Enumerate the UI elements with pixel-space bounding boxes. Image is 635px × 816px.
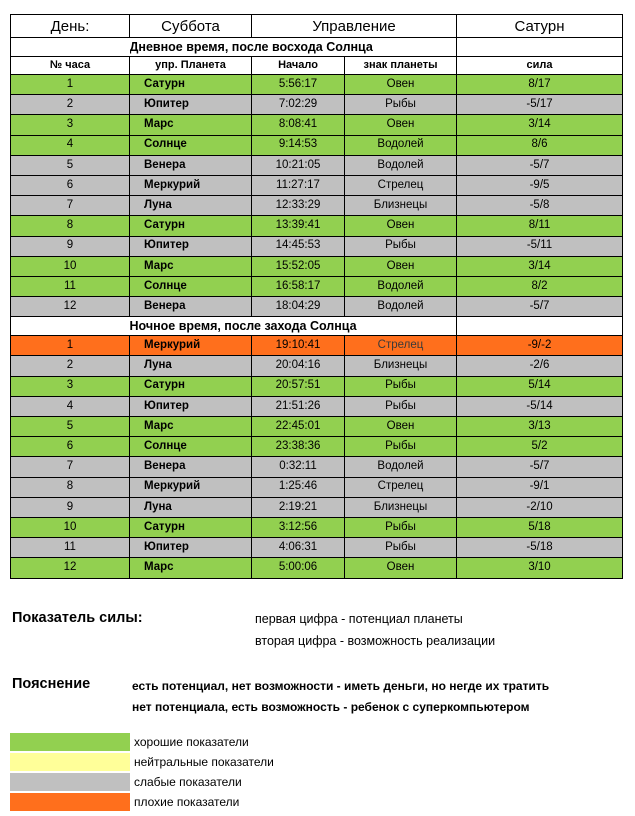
- planet-sign: Рыбы: [345, 538, 457, 558]
- night-hour-row: [11, 517, 623, 537]
- power-value: 8/17: [457, 75, 623, 95]
- day-hour-row: [11, 216, 623, 236]
- rule-label: Управление: [252, 15, 457, 38]
- power-value: -2/10: [457, 497, 623, 517]
- legend-label: плохие показатели: [134, 795, 240, 809]
- start-time: 14:45:53: [252, 236, 345, 256]
- planet-sign: Овен: [345, 216, 457, 236]
- power-value: -9/-2: [457, 336, 623, 356]
- hour-number: 8: [11, 216, 130, 236]
- power-value: -5/14: [457, 396, 623, 416]
- planet-sign: Водолей: [345, 155, 457, 175]
- ruling-planet: Марс: [130, 115, 252, 135]
- ruling-planet: Венера: [130, 457, 252, 477]
- start-time: 22:45:01: [252, 417, 345, 437]
- night-hour-row: [11, 558, 623, 578]
- power-value: 8/6: [457, 135, 623, 155]
- planet-sign: Овен: [345, 417, 457, 437]
- ruling-planet: Венера: [130, 155, 252, 175]
- power-indicator-line1: первая цифра - потенциал планеты: [255, 612, 463, 626]
- night-hour-row: [11, 417, 623, 437]
- start-time: 15:52:05: [252, 256, 345, 276]
- power-value: 3/10: [457, 558, 623, 578]
- col-power: сила: [457, 57, 623, 75]
- planet-sign: Рыбы: [345, 95, 457, 115]
- day-hour-row: [11, 236, 623, 256]
- ruling-planet: Марс: [130, 256, 252, 276]
- hour-number: 6: [11, 437, 130, 457]
- col-planet: упр. Планета: [130, 57, 252, 75]
- hour-number: 2: [11, 356, 130, 376]
- legend-swatch: [10, 753, 130, 771]
- night-hour-row: [11, 457, 623, 477]
- explanation-line1: есть потенциал, нет возможности - иметь деньги, но негде их тратить: [132, 679, 550, 693]
- night-hour-row: [11, 376, 623, 396]
- col-start: Начало: [252, 57, 345, 75]
- start-time: 4:06:31: [252, 538, 345, 558]
- night-hour-row: [11, 477, 623, 497]
- planet-sign: Водолей: [345, 276, 457, 296]
- start-time: 21:51:26: [252, 396, 345, 416]
- power-value: 3/13: [457, 417, 623, 437]
- legend-swatch: [10, 733, 130, 751]
- start-time: 23:38:36: [252, 437, 345, 457]
- power-value: 5/18: [457, 517, 623, 537]
- legend-swatch: [10, 773, 130, 791]
- planet-sign: Водолей: [345, 297, 457, 317]
- hour-number: 3: [11, 376, 130, 396]
- planet-sign: Рыбы: [345, 517, 457, 537]
- ruling-planet: Марс: [130, 558, 252, 578]
- power-value: -5/7: [457, 155, 623, 175]
- day-value: Суббота: [130, 15, 252, 38]
- power-value: 8/11: [457, 216, 623, 236]
- hour-number: 12: [11, 558, 130, 578]
- day-hour-row: [11, 75, 623, 95]
- power-value: 3/14: [457, 256, 623, 276]
- day-hour-row: [11, 196, 623, 216]
- hour-number: 10: [11, 517, 130, 537]
- hour-number: 4: [11, 135, 130, 155]
- start-time: 9:14:53: [252, 135, 345, 155]
- start-time: 12:33:29: [252, 196, 345, 216]
- start-time: 10:21:05: [252, 155, 345, 175]
- ruler-value: Сатурн: [457, 15, 623, 38]
- ruling-planet: Сатурн: [130, 216, 252, 236]
- start-time: 0:32:11: [252, 457, 345, 477]
- planet-sign: Стрелец: [345, 477, 457, 497]
- planet-sign: Овен: [345, 558, 457, 578]
- legend-label: слабые показатели: [134, 775, 242, 789]
- planet-sign: Рыбы: [345, 396, 457, 416]
- start-time: 19:10:41: [252, 336, 345, 356]
- col-sign: знак планеты: [345, 57, 457, 75]
- start-time: 2:19:21: [252, 497, 345, 517]
- ruling-planet: Юпитер: [130, 396, 252, 416]
- start-time: 11:27:17: [252, 175, 345, 195]
- power-value: -2/6: [457, 356, 623, 376]
- hour-number: 5: [11, 417, 130, 437]
- day-hour-row: [11, 256, 623, 276]
- ruling-planet: Венера: [130, 297, 252, 317]
- ruling-planet: Юпитер: [130, 538, 252, 558]
- ruling-planet: Меркурий: [130, 477, 252, 497]
- power-indicator-line2: вторая цифра - возможность реализации: [255, 634, 496, 648]
- start-time: 3:12:56: [252, 517, 345, 537]
- night-hour-row: [11, 538, 623, 558]
- planet-sign: Стрелец: [345, 336, 457, 356]
- hour-number: 7: [11, 196, 130, 216]
- hour-number: 10: [11, 256, 130, 276]
- ruling-planet: Сатурн: [130, 517, 252, 537]
- ruling-planet: Юпитер: [130, 236, 252, 256]
- hour-number: 5: [11, 155, 130, 175]
- power-value: 3/14: [457, 115, 623, 135]
- day-hour-row: [11, 297, 623, 317]
- night-section-title: Ночное время, после захода Солнца: [130, 317, 457, 336]
- planet-sign: Овен: [345, 75, 457, 95]
- start-time: 5:56:17: [252, 75, 345, 95]
- planet-sign: Близнецы: [345, 356, 457, 376]
- ruling-planet: Солнце: [130, 135, 252, 155]
- start-time: 13:39:41: [252, 216, 345, 236]
- planetary-hours-table: [10, 14, 623, 579]
- night-hour-row: [11, 356, 623, 376]
- planet-sign: Стрелец: [345, 175, 457, 195]
- start-time: 18:04:29: [252, 297, 345, 317]
- planet-sign: Овен: [345, 256, 457, 276]
- planet-sign: Водолей: [345, 457, 457, 477]
- power-value: -5/7: [457, 457, 623, 477]
- planet-sign: Рыбы: [345, 376, 457, 396]
- hour-number: 1: [11, 336, 130, 356]
- hour-number: 3: [11, 115, 130, 135]
- planet-sign: Водолей: [345, 135, 457, 155]
- explanation-line2: нет потенциала, есть возможность - ребенок с суперкомпьютером: [132, 700, 530, 714]
- ruling-planet: Солнце: [130, 276, 252, 296]
- ruling-planet: Меркурий: [130, 336, 252, 356]
- day-section-title: Дневное время, после восхода Солнца: [130, 38, 457, 57]
- col-hour-number: № часа: [11, 57, 130, 75]
- hour-number: 12: [11, 297, 130, 317]
- night-section-header: [11, 317, 623, 336]
- hour-number: 4: [11, 396, 130, 416]
- planet-sign: Рыбы: [345, 437, 457, 457]
- planet-sign: Рыбы: [345, 236, 457, 256]
- ruling-planet: Юпитер: [130, 95, 252, 115]
- legend-label: нейтральные показатели: [134, 755, 274, 769]
- hour-number: 6: [11, 175, 130, 195]
- day-hour-row: [11, 115, 623, 135]
- ruling-planet: Марс: [130, 417, 252, 437]
- day-hour-row: [11, 155, 623, 175]
- power-value: -9/5: [457, 175, 623, 195]
- day-hour-row: [11, 135, 623, 155]
- hour-number: 7: [11, 457, 130, 477]
- start-time: 8:08:41: [252, 115, 345, 135]
- hour-number: 2: [11, 95, 130, 115]
- ruling-planet: Меркурий: [130, 175, 252, 195]
- power-value: -5/7: [457, 297, 623, 317]
- power-indicator-title: Показатель силы:: [12, 610, 143, 626]
- column-header-row: [11, 57, 623, 75]
- start-time: 1:25:46: [252, 477, 345, 497]
- legend-swatch: [10, 793, 130, 811]
- start-time: 5:00:06: [252, 558, 345, 578]
- day-section-header: [11, 38, 623, 57]
- planet-sign: Близнецы: [345, 497, 457, 517]
- planet-sign: Близнецы: [345, 196, 457, 216]
- hour-number: 9: [11, 497, 130, 517]
- ruling-planet: Солнце: [130, 437, 252, 457]
- power-value: -5/11: [457, 236, 623, 256]
- power-value: -5/8: [457, 196, 623, 216]
- night-hour-row: [11, 497, 623, 517]
- power-value: -5/17: [457, 95, 623, 115]
- ruling-planet: Луна: [130, 196, 252, 216]
- day-hour-row: [11, 95, 623, 115]
- power-value: 5/14: [457, 376, 623, 396]
- legend-item: [10, 773, 310, 791]
- header-row: [11, 15, 623, 38]
- power-value: 5/2: [457, 437, 623, 457]
- legend-label: хорошие показатели: [134, 735, 249, 749]
- ruling-planet: Сатурн: [130, 376, 252, 396]
- ruling-planet: Сатурн: [130, 75, 252, 95]
- night-hour-row: [11, 396, 623, 416]
- planet-sign: Овен: [345, 115, 457, 135]
- hour-number: 11: [11, 276, 130, 296]
- explanation-title: Пояснение: [12, 676, 91, 692]
- legend-item: [10, 753, 310, 771]
- day-label: День:: [11, 15, 130, 38]
- hour-number: 1: [11, 75, 130, 95]
- start-time: 7:02:29: [252, 95, 345, 115]
- start-time: 16:58:17: [252, 276, 345, 296]
- start-time: 20:04:16: [252, 356, 345, 376]
- hour-number: 9: [11, 236, 130, 256]
- start-time: 20:57:51: [252, 376, 345, 396]
- ruling-planet: Луна: [130, 356, 252, 376]
- night-hour-row: [11, 437, 623, 457]
- legend-item: [10, 733, 310, 751]
- day-hour-row: [11, 276, 623, 296]
- power-value: 8/2: [457, 276, 623, 296]
- hour-number: 11: [11, 538, 130, 558]
- power-value: -5/18: [457, 538, 623, 558]
- ruling-planet: Луна: [130, 497, 252, 517]
- power-value: -9/1: [457, 477, 623, 497]
- legend-item: [10, 793, 310, 811]
- hour-number: 8: [11, 477, 130, 497]
- day-hour-row: [11, 175, 623, 195]
- night-hour-row: [11, 336, 623, 356]
